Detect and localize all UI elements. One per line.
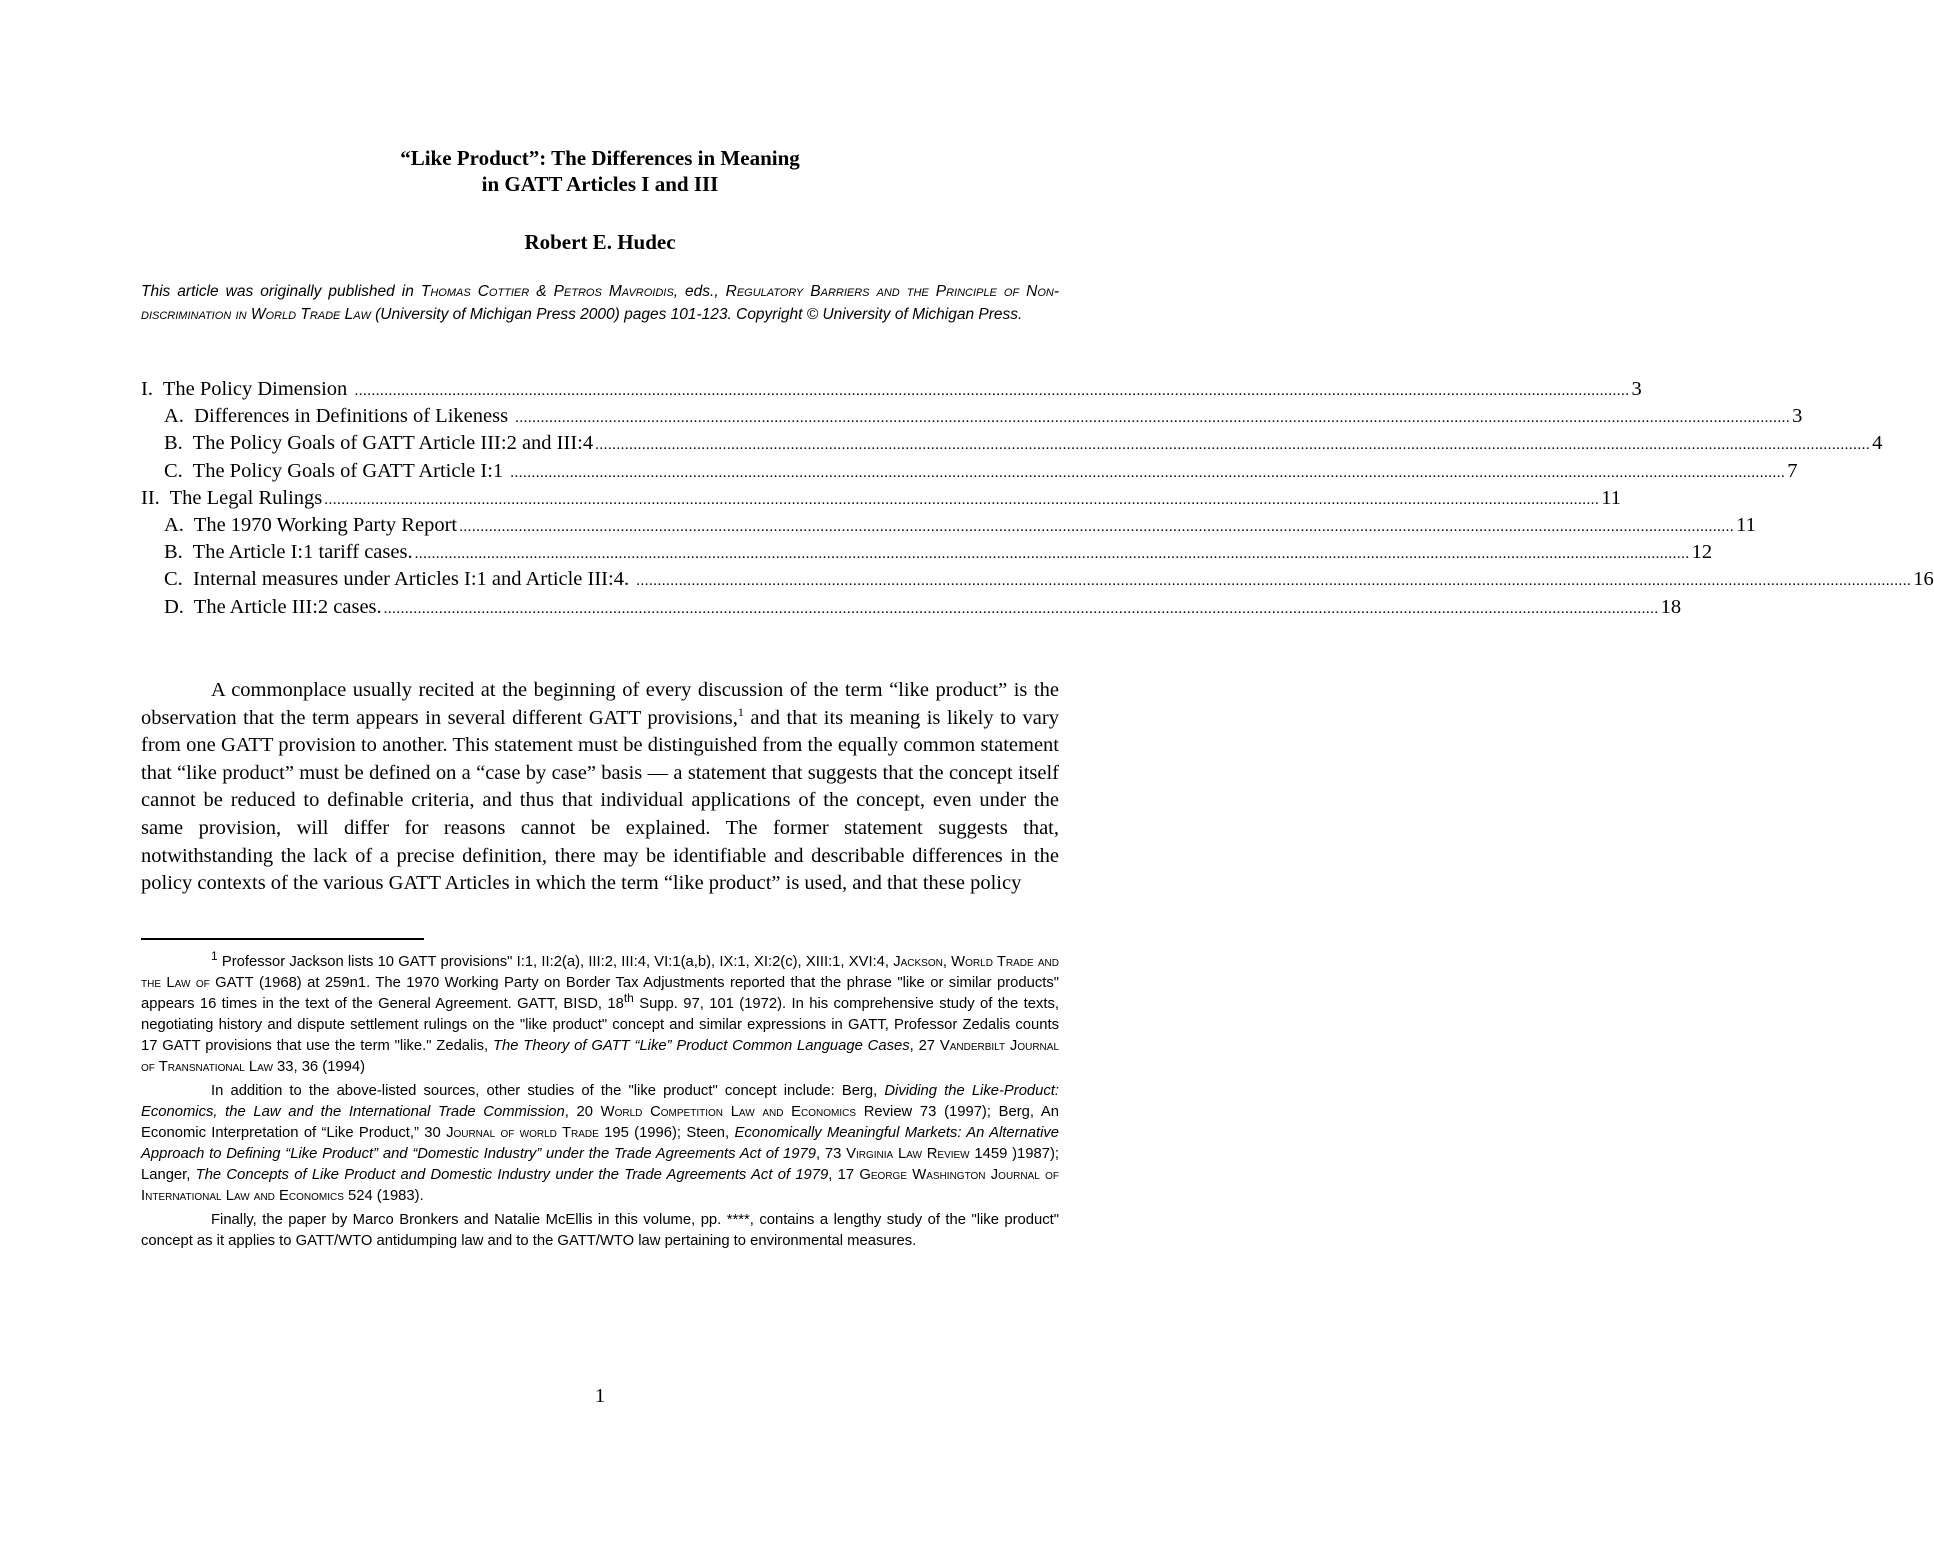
footnote-1: $^1$ Professor Jackson lists 10 GATT provisions" I:1, II:2(a), III:2, III:4, VI:1(a,b), IX:1, XI:2(c), XIII:1, XVI:4, Jackson, World Trade and the Law of GATT (1968) at 259n1. The 1970 Working Party on Border Tax Adjustments reported that the phrase "like or similar products" appears 16 times in the text of the General Agreement. GATT, BISD, 18th Supp. 97, 101 (1972). In his comprehensive study of the texts, negotiating history and dispute settlement rulings on the "like product" concept and similar expressions in GATT, Professor Zedalis counts 17 GATT provisions that use the term "like." Zedalis, The Theory of GATT “Like” Product Common Language Cases, 27 Vanderbilt Journal of Transnational Law 33, 36 (1994) [141,949,1060,1075]
toc-entry-label: B. The Article I:1 tariff cases. [164,541,413,564]
toc-entry-label: A. Differences in Definitions of Likeness [164,405,514,428]
footnote-1-final: Finally, the paper by Marco Bronkers and Natalie McEllis in this volume, pp. ****, contains a lengthy study of the "like product" concept as it applies to GATT/WTO antidumping law and to the GATT/WTO law pertaining to environmental measures. [141,1212,1059,1249]
title-line-1: “Like Product”: The Differences in Meaning [400,146,800,170]
toc-entry-page: 18 [1660,595,1682,618]
toc-entry-label: B. The Policy Goals of GATT Article III:2 and III:4 [164,432,594,455]
toc-entry[interactable] [141,430,1883,457]
toc-entry-page: 11 [1601,486,1621,509]
toc-leader-dots: ............................................................................................................................................................................................................................................................................................................ [459,518,1735,535]
body-paragraph: A commonplace usually recited at the beginning of every discussion of the term “like product” is the observation that the term appears in several different GATT provisions,$^1$ and that its meaning is likely to vary from one GATT provision to another. This statement must be distinguished from the equally common statement that “like product” must be defined on a “case by case” basis — a statement that suggests that the concept itself cannot be reduced to definable criteria, and thus that individual applications of the concept, even under the same provision, will differ for reasons cannot be explained. The former statement suggests that, notwithstanding the lack of a precise definition, there may be identifiable and describable differences in the policy contexts of the various GATT Articles in which the term “like product” is used, and that these policy [141,679,1059,895]
footnote-ref-1[interactable]: 1 [737,704,744,719]
title-line-2: in GATT Articles I and III [481,172,719,196]
toc-entry[interactable] [141,403,1803,430]
toc-entry[interactable] [141,376,1642,403]
toc-entry-page: 16 [1913,568,1934,591]
toc-entry-page: 3 [1631,378,1642,400]
toc-entry[interactable] [141,458,1798,485]
toc-leader-dots: ............................................................................................................................................................................................................................................................................................................ [515,410,1791,427]
toc-entry[interactable] [141,485,1621,512]
footnotes [141,949,1060,1255]
toc-leader-dots: ............................................................................................................................................................................................................................................................................................................ [595,437,1871,454]
footnote-marker: 1 [211,949,218,964]
toc-entry[interactable] [141,539,1713,566]
toc-entry-label: A. The 1970 Working Party Report [164,513,458,536]
publication-note: This article was originally published in Thomas Cottier & Petros Mavroidis, eds., Regulatory Barriers and the Principle of Non-discrimination in World Trade Law (University of Michigan Press 2000) pages 101-123. Copyright © University of Michigan Press. [141,283,1060,323]
toc-leader-dots: ............................................................................................................................................................................................................................................................................................................ [414,546,1690,563]
toc-entry-page: 4 [1872,432,1883,455]
toc-entry-page: 11 [1736,513,1756,536]
toc-leader-dots: ............................................................................................................................................................................................................................................................................................................ [510,464,1786,481]
toc-entry[interactable] [141,594,1682,621]
toc-entry-label: C. Internal measures under Articles I:1 and Article III:4. [164,568,635,591]
toc-entry-label: C. The Policy Goals of GATT Article I:1 [164,459,509,482]
table-of-contents [141,376,1934,621]
toc-leader-dots: ............................................................................................................................................................................................................................................................................................................ [636,573,1912,590]
toc-leader-dots: ............................................................................................................................................................................................................................................................................................................ [383,600,1659,617]
toc-leader-dots: ............................................................................................................................................................................................................................................................................................................ [354,383,1630,399]
toc-entry-page: 12 [1691,541,1713,564]
toc-entry-label: I. The Policy Dimension [141,378,353,400]
toc-entry-page: 3 [1792,405,1803,428]
author: Robert E. Hudec [524,230,676,254]
toc-entry[interactable] [141,512,1756,539]
toc-entry-page: 7 [1787,459,1798,482]
page-number: 1 [594,1385,606,1407]
toc-entry-label: II. The Legal Rulings [141,486,323,509]
toc-entry[interactable] [141,566,1934,593]
toc-leader-dots: ............................................................................................................................................................................................................................................................................................................ [324,491,1600,508]
footnote-1-continued: In addition to the above-listed sources, other studies of the "like product" concept include: Berg, Dividing the Like-Product: Economics, the Law and the International Trade Commission, 20 World Competition Law and Economics Review 73 (1997); Berg, An Economic Interpretation of “Like Product,” 30 Journal of world Trade 195 (1996); Steen, Economically Meaningful Markets: An Alternative Approach to Defining “Like Product” and “Domestic Industry” under the Trade Agreements Act of 1979, 73 Virginia Law Review 1459 )1987); Langer, The Concepts of Like Product and Domestic Industry under the Trade Agreements Act of 1979, 17 George Washington Journal of International Law and Economics 524 (1983). [141,1083,1060,1204]
toc-entry-label: D. The Article III:2 cases. [164,595,382,618]
footnote-separator [141,938,424,940]
